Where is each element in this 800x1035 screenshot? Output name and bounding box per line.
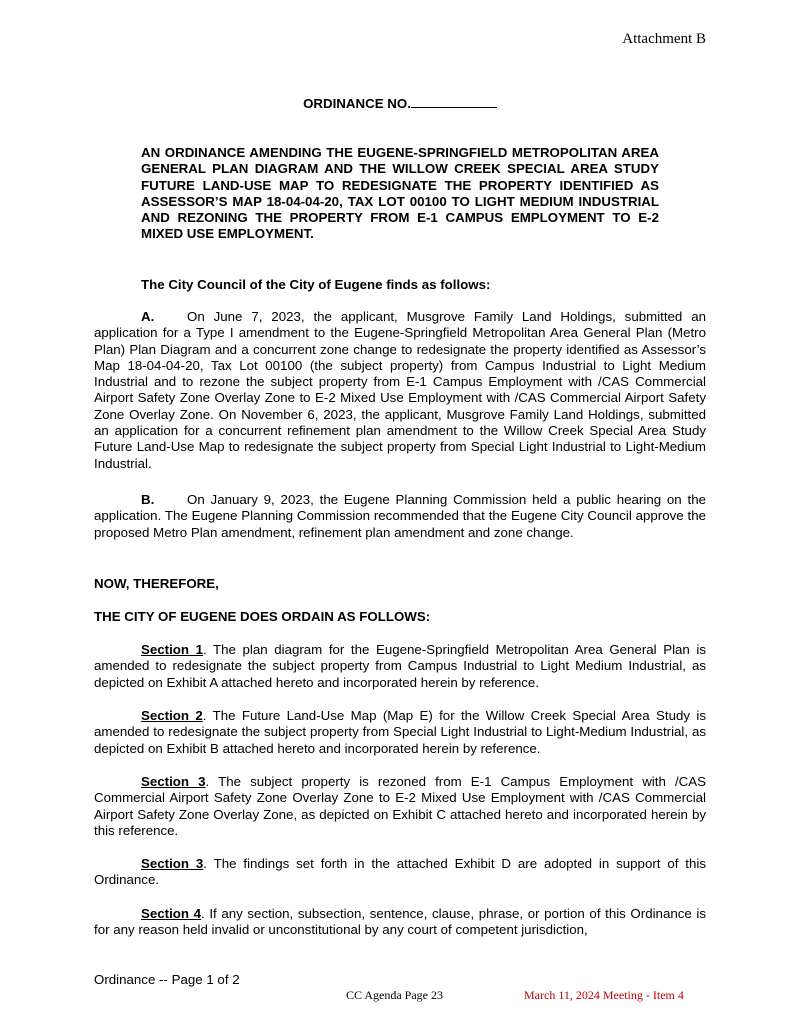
section-2 xyxy=(94,708,706,757)
finding-text: On June 7, 2023, the applicant, Musgrove Family Land Holdings, submitted an application for a Type I amendment to the Eugene-Springfield Metropolitan Area General Plan (Metro Plan) Plan Diagram and a concurrent zone change to redesignate the property identified as Assessor’s Map 18-04-04-20, Tax Lot 00100 (the subject property) from Campus Industrial to Light Medium Industrial and to rezone the subject property from E-1 Campus Employment with /CAS Commercial Airport Safety Zone Overlay Zone to E-2 Mixed Use Employment with /CAS Commercial Airport Safety Zone Overlay Zone. On November 6, 2023, the applicant, Musgrove Family Land Holdings, submitted an application for a concurrent refinement plan amendment to the Willow Creek Special Area Study Future Land-Use Map to redesignate the subject property from Special Light Industrial to Light-Medium Industrial. xyxy=(94,309,706,471)
meeting-item-footer: March 11, 2024 Meeting - Item 4 xyxy=(524,988,684,1002)
ordain-heading: THE CITY OF EUGENE DOES ORDAIN AS FOLLOWS: xyxy=(94,609,431,624)
section-text: . The Future Land-Use Map (Map E) for the Willow Creek Special Area Study is amended to redesignate the subject property from Special Light Industrial to Light-Medium Industrial, as depicted on Exhibit B attached hereto and incorporated herein by reference. xyxy=(94,708,706,756)
finding-letter: B. xyxy=(141,492,155,507)
section-text: . If any section, subsection, sentence, clause, phrase, or portion of this Ordinance is for any reason held invalid or unconstitutional by any court of competent jurisdiction, xyxy=(94,906,706,938)
section-label: Section 2 xyxy=(141,708,203,723)
ordinance-number-label: ORDINANCE NO. xyxy=(303,96,411,111)
now-therefore: NOW, THEREFORE, xyxy=(94,576,219,591)
section-text: . The subject property is rezoned from E-1 Campus Employment with /CAS Commercial Airport Safety Zone Overlay Zone to E-2 Mixed Use Employment with /CAS Commercial Airport Safety Zone Overlay Zone, as depicted on Exhibit C attached hereto and incorporated herein by this reference. xyxy=(94,774,706,838)
ordinance-title: AN ORDINANCE AMENDING THE EUGENE-SPRINGFIELD METROPOLITAN AREA GENERAL PLAN DIAGRAM AND THE WILLOW CREEK SPECIAL AREA STUDY FUTURE LAND-USE MAP TO REDESIGNATE THE PROPERTY IDENTIFIED AS ASSESSOR’S MAP 18-04-04-20, TAX LOT 00100 TO LIGHT MEDIUM INDUSTRIAL AND REZONING THE PROPERTY FROM E-1 CAMPUS EMPLOYMENT TO E-2 MIXED USE EMPLOYMENT. xyxy=(141,145,659,242)
findings-intro: The City Council of the City of Eugene finds as follows: xyxy=(141,277,491,292)
section-3-findings xyxy=(94,856,706,889)
section-1 xyxy=(94,642,706,691)
section-label: Section 3 xyxy=(141,856,204,871)
section-4 xyxy=(94,906,706,939)
ordinance-number-blank xyxy=(411,95,497,108)
finding-b xyxy=(94,492,706,541)
page-number-footer: Ordinance -- Page 1 of 2 xyxy=(94,972,240,987)
finding-text: On January 9, 2023, the Eugene Planning Commission held a public hearing on the application. The Eugene Planning Commission recommended that the Eugene City Council approve the proposed Metro Plan amendment, refinement plan amendment and zone change. xyxy=(94,492,706,540)
finding-letter: A. xyxy=(141,309,155,324)
ordinance-number-heading xyxy=(0,95,800,112)
section-text: . The findings set forth in the attached Exhibit D are adopted in support of this Ordinance. xyxy=(94,856,706,888)
agenda-page-footer: CC Agenda Page 23 xyxy=(346,988,443,1002)
section-label: Section 4 xyxy=(141,906,202,921)
section-label: Section 1 xyxy=(141,642,203,657)
section-text: . The plan diagram for the Eugene-Springfield Metropolitan Area General Plan is amended to redesignate the subject property from Campus Industrial to Light Medium Industrial, as depicted on Exhibit A attached hereto and incorporated herein by reference. xyxy=(94,642,706,690)
section-3 xyxy=(94,774,706,839)
finding-a xyxy=(94,309,706,472)
section-label: Section 3 xyxy=(141,774,206,789)
attachment-label: Attachment B xyxy=(622,31,706,47)
